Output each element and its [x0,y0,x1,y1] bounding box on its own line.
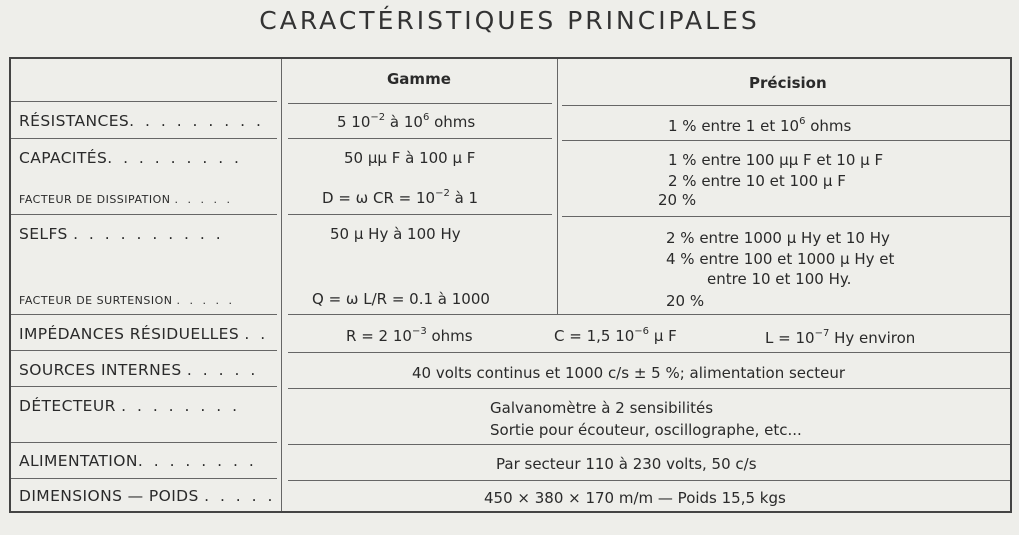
facteur-surtension-precision: 20 % [666,292,705,310]
row-label-sources: SOURCES INTERNES . . . . . [19,361,259,379]
alimentation-value: Par secteur 110 à 230 volts, 50 c/s [496,455,757,473]
facteur-surtension-gamme: Q = ω L/R = 0.1 à 1000 [312,290,490,308]
row-label-selfs: SELFS . . . . . . . . . . [19,225,224,243]
row-label-facteur-surtension: FACTEUR DE SURTENSION . . . . . [19,294,235,307]
row-divider [562,216,1010,217]
row-divider [11,350,277,351]
column-header-precision: Précision [749,74,827,92]
row-divider [11,138,277,139]
detecteur-value-1: Galvanomètre à 2 sensibilités [490,399,714,417]
impedances-c: C = 1,5 $10^{-6}$ μ F [554,326,677,345]
row-divider [562,140,1010,141]
selfs-gamme: 50 μ Hy à 100 Hy [330,225,461,243]
impedances-r: R = 2 $10^{-3}$ ohms [346,326,473,345]
resistances-precision: 1 % entre 1 et $10^6$ ohms [668,116,852,135]
row-divider [288,388,1010,389]
row-label-detecteur: DÉTECTEUR . . . . . . . . [19,397,241,415]
row-divider [11,386,277,387]
row-divider [11,314,277,315]
column-header-gamme: Gamme [387,70,451,88]
facteur-dissipation-precision: 20 % [658,191,697,209]
row-divider [288,444,1010,445]
row-divider [288,214,552,215]
row-label-resistances: RÉSISTANCES. . . . . . . . . [19,112,264,130]
row-divider [288,352,1010,353]
row-divider [11,101,277,102]
selfs-precision-1: 2 % entre 1000 μ Hy et 10 Hy [666,229,890,247]
row-divider [11,214,277,215]
dimensions-value: 450 × 380 × 170 m/m — Poids 15,5 kgs [484,489,786,507]
row-label-facteur-dissipation: FACTEUR DE DISSIPATION . . . . . [19,193,233,206]
row-label-impedances: IMPÉDANCES RÉSIDUELLES . . [19,325,269,343]
row-label-alimentation: ALIMENTATION. . . . . . . . [19,452,257,470]
selfs-precision-2: 4 % entre 100 et 1000 μ Hy et [666,250,895,268]
row-divider [288,480,1010,481]
row-divider [288,314,1010,315]
capacites-gamme: 50 μμ F à 100 μ F [344,149,476,167]
row-label-capacites: CAPACITÉS. . . . . . . . . [19,149,242,167]
row-divider [288,103,552,104]
row-divider [288,138,552,139]
facteur-dissipation-gamme: D = ω CR = $10^{-2}$ à 1 [322,188,479,207]
column-divider [557,59,558,314]
row-divider [562,105,1010,106]
impedances-l: $L = 10^{-7}$ Hy environ [765,328,916,347]
capacites-precision-1: 1 % entre 100 μμ F et 10 μ F [668,151,884,169]
column-divider [281,59,282,511]
row-label-dimensions: DIMENSIONS — POIDS . . . . . [19,487,276,505]
capacites-precision-2: 2 % entre 10 et 100 μ F [668,172,846,190]
selfs-precision-3: entre 10 et 100 Hy. [707,270,852,288]
page-title: CARACTÉRISTIQUES PRINCIPALES [259,6,760,35]
row-divider [11,442,277,443]
resistances-gamme: 5 $10^{-2}$ à $10^6$ ohms [337,112,476,131]
row-divider [11,478,277,479]
detecteur-value-2: Sortie pour écouteur, oscillographe, etc... [490,421,802,439]
sources-value: 40 volts continus et 1000 c/s ± 5 %; alimentation secteur [412,364,846,382]
